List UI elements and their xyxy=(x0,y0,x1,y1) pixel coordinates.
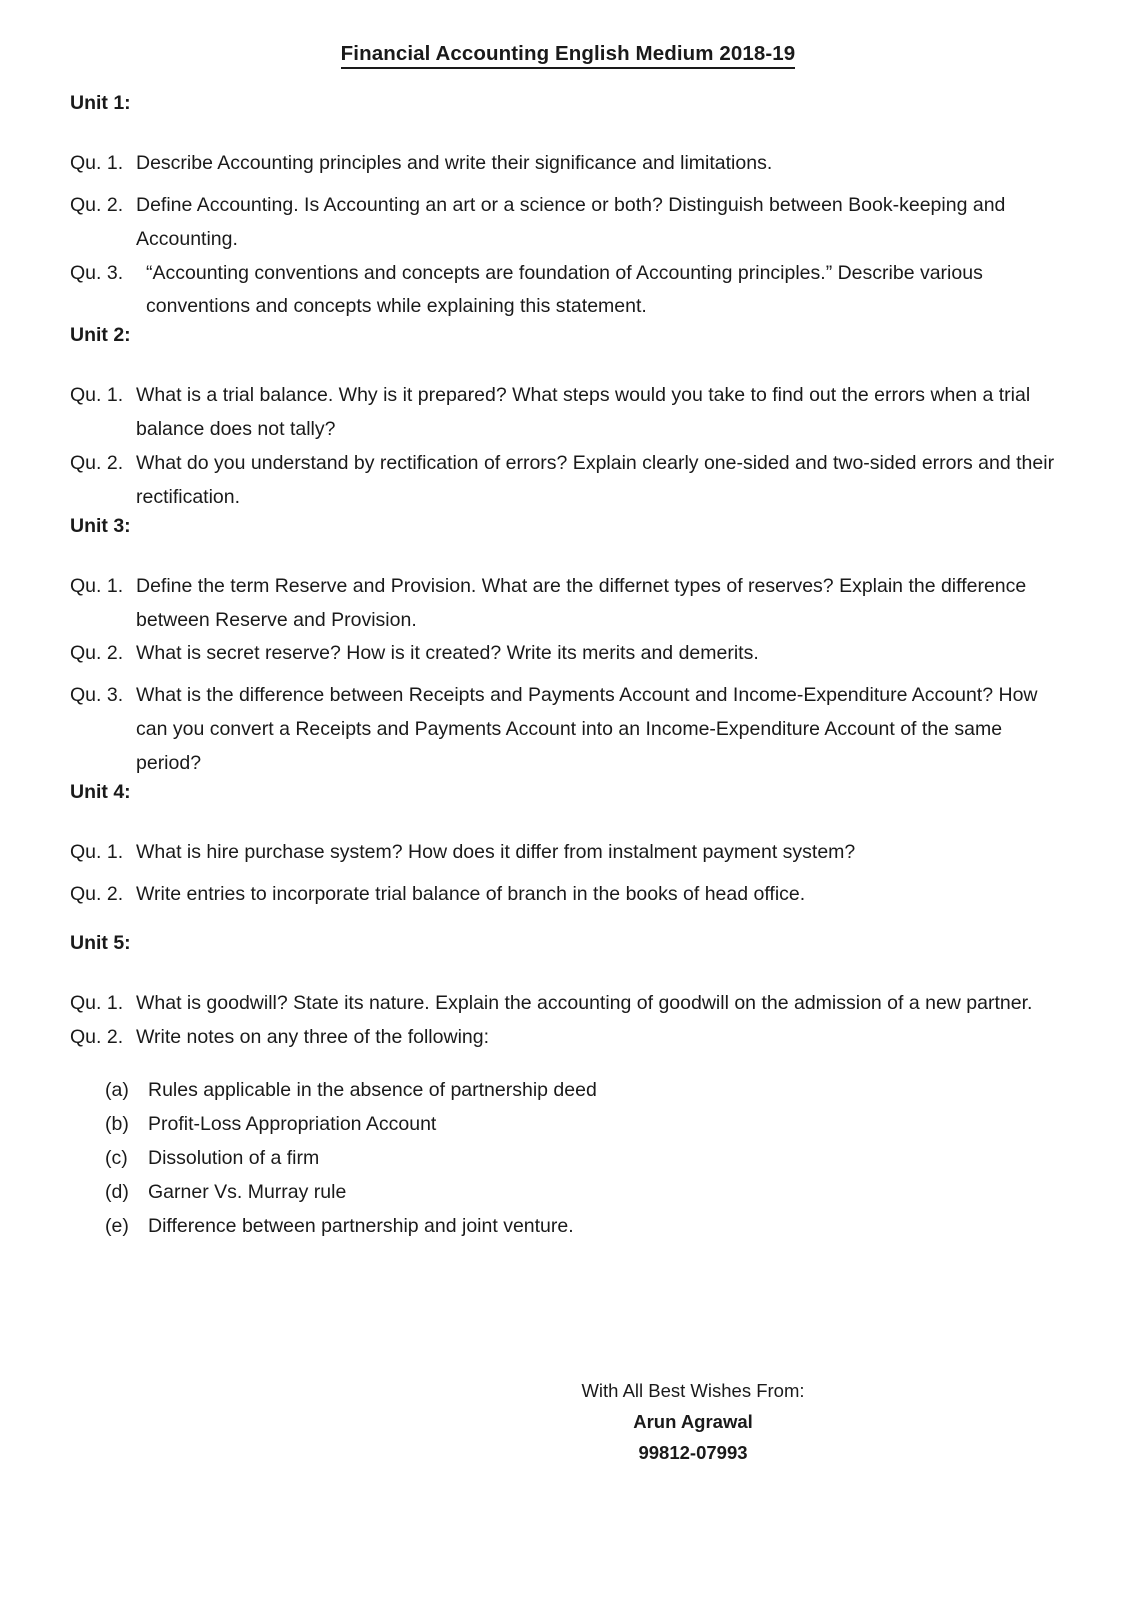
question-text: What is hire purchase system? How does it differ from instalment payment system? xyxy=(136,840,856,863)
list-item-marker: (b) xyxy=(105,1113,129,1136)
question-1-3 xyxy=(70,257,1055,325)
list-item xyxy=(70,1176,1055,1210)
footer-phone-number: 99812-07993 xyxy=(638,1442,748,1464)
list-item-marker: (a) xyxy=(105,1079,129,1102)
spacer xyxy=(70,870,1055,878)
spacer xyxy=(70,1054,1055,1074)
footer-wishes-text: With All Best Wishes From: xyxy=(581,1380,805,1401)
question-label: Qu. 3. xyxy=(70,684,124,707)
unit-heading-4: Unit 4: xyxy=(70,781,131,804)
spacer xyxy=(70,116,1055,147)
list-item-marker: (e) xyxy=(105,1215,129,1238)
question-text: What do you understand by rectification of errors? Explain clearly one-sided and two-sided errors and their rectification. xyxy=(136,452,1055,508)
page-title xyxy=(0,0,1136,66)
spacer xyxy=(70,956,1055,987)
question-label: Qu. 1. xyxy=(70,840,124,863)
question-text: Define the term Reserve and Provision. What are the differnet types of reserves? Explain the difference between Reserve and Provision. xyxy=(136,574,1027,631)
footer-signature-block xyxy=(0,1375,1136,1468)
question-text: What is secret reserve? How is it created? Write its merits and demerits. xyxy=(136,642,759,665)
list-item-label: Garner Vs. Murray rule xyxy=(148,1181,347,1204)
question-3-3 xyxy=(70,679,1055,781)
question-text: What is the difference between Receipts and Payments Account and Income-Expenditure Account? How can you convert a Receipts and Payments Account into an Income-Expenditure Account of the same period? xyxy=(136,684,1038,775)
footer-author-name: Arun Agrawal xyxy=(633,1411,753,1433)
question-4-1 xyxy=(70,836,1055,870)
question-1-2 xyxy=(70,189,1055,257)
question-text: What is goodwill? State its nature. Explain the accounting of goodwill on the admission of a new partner. xyxy=(136,991,1033,1014)
question-label: Qu. 2. xyxy=(70,642,124,665)
list-item xyxy=(70,1210,1055,1244)
question-2-2 xyxy=(70,447,1055,515)
question-text: Write entries to incorporate trial balance of branch in the books of head office. xyxy=(136,882,806,905)
question-2-1 xyxy=(70,379,1055,447)
question-5-1 xyxy=(70,987,1055,1021)
page-title-text: Financial Accounting English Medium 2018-19 xyxy=(341,42,796,69)
list-item-marker: (d) xyxy=(105,1181,129,1204)
list-item-label: Rules applicable in the absence of partnership deed xyxy=(148,1079,597,1102)
spacer xyxy=(70,912,1055,932)
list-item-label: Difference between partnership and joint venture. xyxy=(148,1215,574,1238)
spacer xyxy=(70,805,1055,836)
list-item-label: Dissolution of a firm xyxy=(148,1147,320,1170)
question-label: Qu. 2. xyxy=(70,1025,124,1048)
question-label: Qu. 2. xyxy=(70,193,124,216)
question-text: Define Accounting. Is Accounting an art or a science or both? Distinguish between Book-keeping and Accounting. xyxy=(136,193,1006,250)
list-item xyxy=(70,1108,1055,1142)
list-item xyxy=(70,1074,1055,1108)
question-label: Qu. 2. xyxy=(70,882,124,905)
question-label: Qu. 1. xyxy=(70,574,124,597)
question-text: What is a trial balance. Why is it prepared? What steps would you take to find out the errors when a trial balance does not tally? xyxy=(136,384,1031,441)
question-text: Describe Accounting principles and write their significance and limitations. xyxy=(136,151,773,174)
spacer xyxy=(70,348,1055,379)
question-label: Qu. 1. xyxy=(70,384,124,407)
spacer xyxy=(70,671,1055,679)
question-4-2 xyxy=(70,878,1055,912)
unit-heading-5: Unit 5: xyxy=(70,931,131,954)
question-label: Qu. 2. xyxy=(70,452,124,475)
unit-heading-3: Unit 3: xyxy=(70,514,131,537)
spacer xyxy=(70,181,1055,189)
document-body xyxy=(70,92,1055,1244)
question-3-2 xyxy=(70,637,1055,671)
question-1-1 xyxy=(70,147,1055,181)
question-text: Write notes on any three of the following: xyxy=(136,1025,490,1048)
question-3-1 xyxy=(70,570,1055,638)
question-5-2 xyxy=(70,1021,1055,1055)
list-item-marker: (c) xyxy=(105,1147,128,1170)
unit-heading-1: Unit 1: xyxy=(70,92,131,114)
question-label: Qu. 1. xyxy=(70,991,124,1014)
sub-options-list xyxy=(70,1074,1055,1244)
list-item xyxy=(70,1142,1055,1176)
spacer xyxy=(70,539,1055,570)
question-label: Qu. 3. xyxy=(70,261,124,284)
unit-heading-2: Unit 2: xyxy=(70,324,131,347)
question-label: Qu. 1. xyxy=(70,151,124,174)
question-text: “Accounting conventions and concepts are foundation of Accounting principles.” Describe various conventions and concepts while explaining this statement. xyxy=(146,261,983,318)
list-item-label: Profit-Loss Appropriation Account xyxy=(148,1113,437,1136)
